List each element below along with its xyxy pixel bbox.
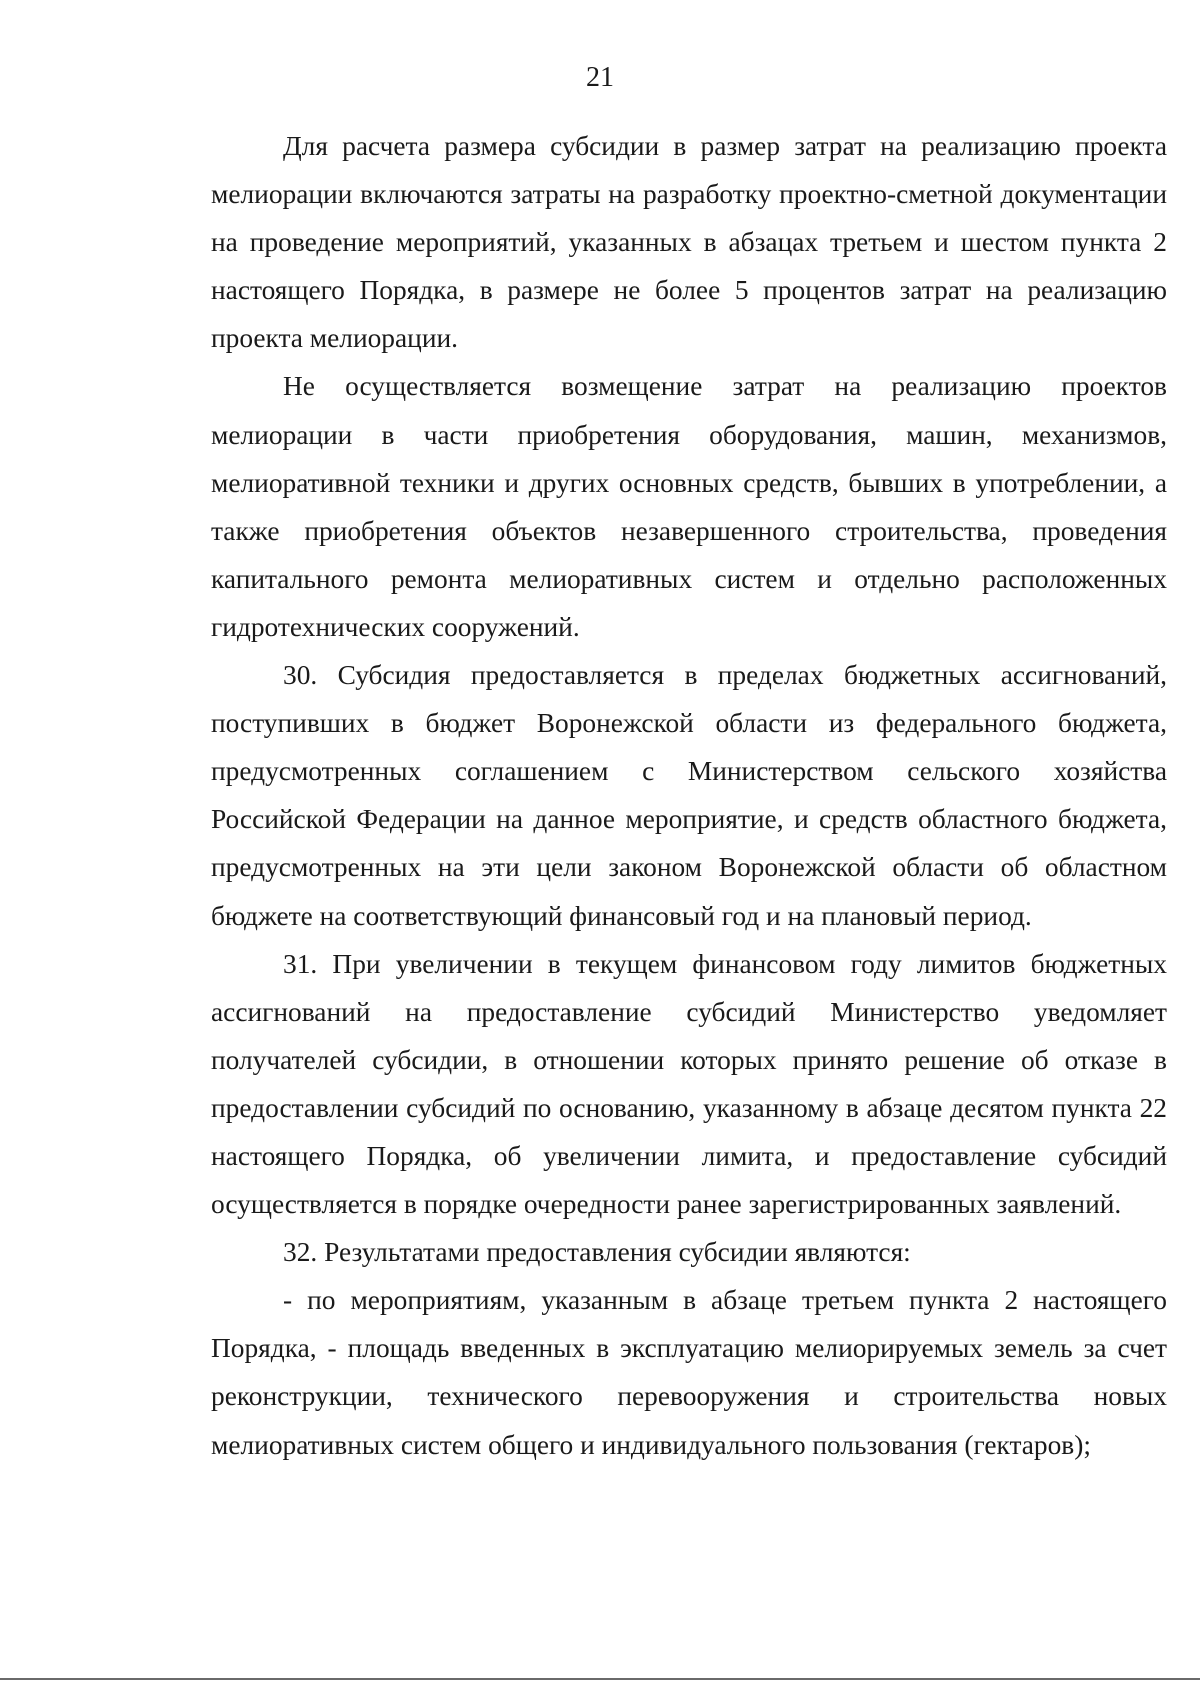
bottom-scan-line bbox=[0, 1678, 1200, 1680]
page-number: 21 bbox=[586, 62, 614, 93]
paragraph-item-32: 32. Результатами предоставления субсидии являются: bbox=[283, 1237, 911, 1268]
document-body bbox=[211, 122, 1167, 1469]
paragraph-subsidy-calculation: Для расчета размера субсидии в размер затрат на реализацию проекта мелиорации включаются затраты на разработку проектно-сметной документации на проведение мероприятий, указанных в абзацах третьем и шестом пункта 2 настоящего Порядка, в размере не более 5 процентов затрат на реализацию проекта мелиорации. bbox=[211, 131, 1167, 354]
paragraph-item-32-list-entry: - по мероприятиям, указанным в абзаце третьем пункта 2 настоящего Порядка, - площадь введенных в эксплуатацию мелиорируемых земель за счет реконструкции, технического перевооружения и строительства новых мелиоративных систем общего и индивидуального пользования (гектаров); bbox=[211, 1285, 1167, 1460]
paragraph-no-reimbursement: Не осуществляется возмещение затрат на реализацию проектов мелиорации в части приобретения оборудования, машин, механизмов, мелиоративной техники и других основных средств, бывших в употреблении, а также приобретения объектов незавершенного строительства, проведения капитального ремонта мелиоративных систем и отдельно расположенных гидротехнических сооружений. bbox=[211, 371, 1167, 642]
paragraph-item-30: 30. Субсидия предоставляется в пределах бюджетных ассигнований, поступивших в бюджет Воронежской области из федерального бюджета, предусмотренных соглашением с Министерством сельского хозяйства Российской Федерации на данное мероприятие, и средств областного бюджета, предусмотренных на эти цели законом Воронежской области об областном бюджете на соответствующий финансовый год и на плановый период. bbox=[211, 660, 1167, 931]
paragraph-item-31: 31. При увеличении в текущем финансовом году лимитов бюджетных ассигнований на предоставление субсидий Министерство уведомляет получателей субсидии, в отношении которых принято решение об отказе в предоставлении субсидий по основанию, указанному в абзаце десятом пункта 22 настоящего Порядка, об увеличении лимита, и предоставление субсидий осуществляется в порядке очередности ранее зарегистрированных заявлений. bbox=[211, 948, 1167, 1220]
